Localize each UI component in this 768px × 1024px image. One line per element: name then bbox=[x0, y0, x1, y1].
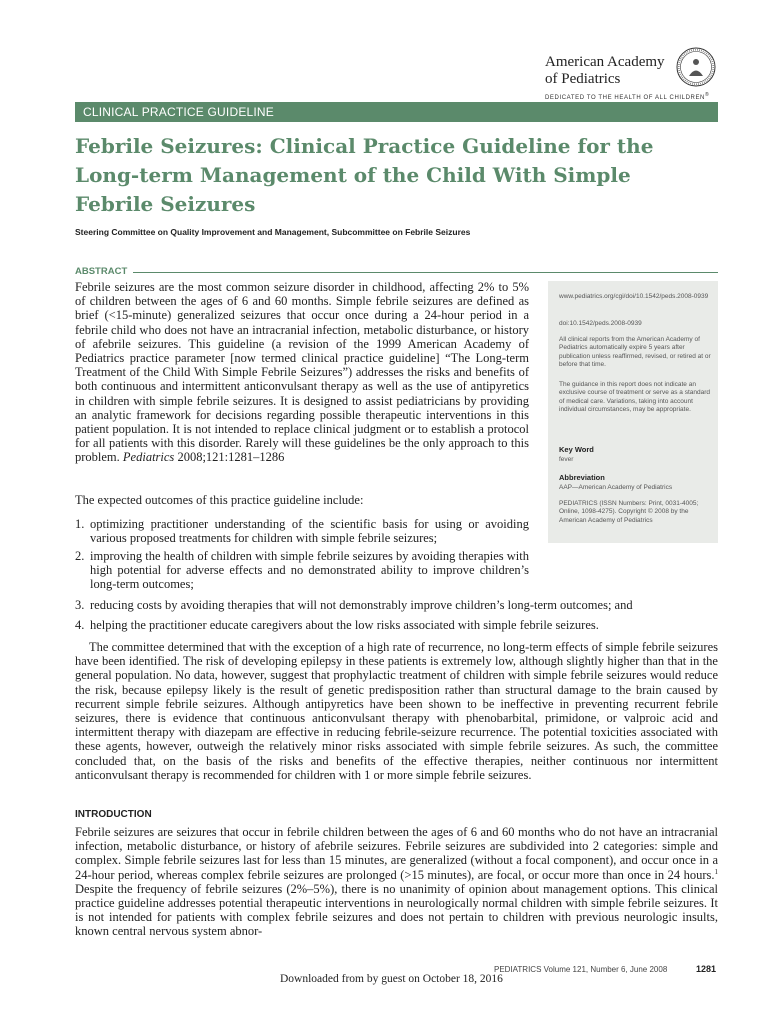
outcomes-intro: The expected outcomes of this practice guideline include: bbox=[75, 493, 364, 507]
citation-journal: Pediatrics bbox=[122, 450, 175, 465]
aap-name-line2: of Pediatrics bbox=[545, 71, 621, 87]
download-notice: Downloaded from by guest on October 18, 2016 bbox=[280, 973, 503, 985]
article-title bbox=[75, 132, 715, 219]
title-line-1: Febrile Seizures: Clinical Practice Guideline for the bbox=[75, 134, 654, 158]
outcome-number: 4. bbox=[75, 618, 85, 632]
abstract-text bbox=[75, 280, 529, 465]
title-line-2: Long-term Management of the Child With Simple bbox=[75, 163, 631, 187]
section-band-label: CLINICAL PRACTICE GUIDELINE bbox=[83, 105, 274, 119]
citation-details: 2008;121:1281–1286 bbox=[177, 450, 285, 465]
sidebar-expiry-note: All clinical reports from the American Academy of Pediatrics automatically expire 5 years after publication unless reaffirmed, revised, or retired at or before that time. bbox=[559, 336, 711, 369]
keyword-value: fever bbox=[559, 456, 574, 463]
intro-text-part2: Despite the frequency of febrile seizures (2%–5%), there is no unanimity of opinion about management options. This clinical practice guideline addresses potential therapeutic interventions in neurologically normal children with simple febrile seizures. It is not intended for patients with complex febrile seizures and does not pertain to children with previous neurologic insults, known central nervous system abnor- bbox=[75, 881, 718, 939]
footer-journal-info: PEDIATRICS Volume 121, Number 6, June 2008 bbox=[494, 965, 668, 974]
sidebar-doi: doi:10.1542/peds.2008-0939 bbox=[559, 320, 642, 327]
outcome-number: 1. bbox=[75, 517, 85, 531]
sidebar-guidance-note: The guidance in this report does not indicate an exclusive course of treatment or serve as a standard of medical care. Variations, taking into account individual circumstances, may be appropriate. bbox=[559, 381, 711, 414]
introduction-paragraph bbox=[75, 825, 718, 939]
aap-tagline-mark: ® bbox=[705, 92, 710, 98]
abbreviation-heading: Abbreviation bbox=[559, 473, 605, 482]
outcome-item bbox=[75, 618, 718, 633]
outcome-number: 2. bbox=[75, 549, 85, 563]
abstract-heading-label: ABSTRACT bbox=[75, 266, 133, 277]
aap-seal-icon bbox=[676, 47, 716, 87]
reference-marker[interactable]: 1 bbox=[714, 867, 718, 876]
outcome-text: helping the practitioner educate caregivers about the low risks associated with simple febrile seizures. bbox=[90, 618, 599, 632]
introduction-heading: INTRODUCTION bbox=[75, 809, 152, 820]
outcome-item bbox=[75, 598, 718, 613]
abstract-heading bbox=[75, 266, 718, 278]
committee-paragraph: The committee determined that with the exception of a high rate of recurrence, no long-term effects of simple febrile seizures have been identified. The risk of developing epilepsy in these patients is extremely low, although slightly higher than that in the general population. No data, however, suggest that prophylactic treatment of children with simple febrile seizures would reduce the risk, because epilepsy likely is the result of genetic predisposition rather than structural damage to the brain caused by recurrent simple febrile seizures. Although antipyretics have been shown to be ineffective in preventing recurrent febrile seizures, there is evidence that continuous anticonvulsant therapy with phenobarbital, primidone, or valproic acid and intermittent therapy with diazepam are effective in reducing febrile-seizure recurrence. The potential toxicities associated with these agents, however, outweigh the relatively minor risks associated with simple febrile seizures. As such, the committee concluded that, on the basis of the risks and benefits of the effective therapies, neither continuous nor intermittent anticonvulsant therapy is recommended for children with 1 or more simple febrile seizures. bbox=[75, 640, 718, 782]
aap-logo-text bbox=[545, 54, 665, 88]
outcome-text: reducing costs by avoiding therapies that will not demonstrably improve children’s long-term outcomes; and bbox=[90, 598, 633, 612]
journal-header bbox=[0, 42, 768, 102]
sidebar-copyright: PEDIATRICS (ISSN Numbers: Print, 0031-4005; Online, 1098-4275). Copyright © 2008 by the American Academy of Pediatrics bbox=[559, 500, 699, 524]
sidebar-url[interactable]: www.pediatrics.org/cgi/doi/10.1542/peds.2008-0939 bbox=[559, 293, 709, 300]
section-band bbox=[75, 102, 718, 122]
abstract-body: Febrile seizures are the most common seizure disorder in childhood, affecting 2% to 5% of children between the ages of 6 and 60 months. Simple febrile seizures are defined as brief (<15-minute) generalized seizures that occur once during a 24-hour period in a febrile child who does not have an intracranial infection, metabolic disturbance, or history of afebrile seizures. This guideline (a revision of the 1999 American Academy of Pediatrics practice parameter [now termed clinical practice guideline] “The Long-term Treatment of the Child With Simple Febrile Seizures”) addresses the risks and benefits of both continuous and intermittent anticonvulsant therapy as well as the use of antipyretics in children with simple febrile seizures. It is designed to assist pediatricians by providing an analytic framework for decisions regarding possible therapeutic interventions in this patient population. It is not intended to replace clinical judgment or to establish a protocol for all patients with this disorder. Rarely will these guidelines be the only approach to this problem. bbox=[75, 280, 529, 465]
outcome-text: improving the health of children with simple febrile seizures by avoiding therapies with high potential for adverse effects and no demonstrated ability to improve children’s long-term outcomes; bbox=[90, 549, 529, 592]
intro-text-part1: Febrile seizures are seizures that occur in febrile children between the ages of 6 and 60 months who do not have an intracranial infection, metabolic disturbance, or history of afebrile seizures. Febrile seizures are subdivided into 2 categories: simple and complex. Simple febrile seizures last for less than 15 minutes, are generalized (without a focal component), and occur once in a 24-hour period, whereas complex febrile seizures are prolonged (>15 minutes), are focal, or occur more than once in 24 hours. bbox=[75, 825, 718, 882]
abbreviation-value: AAP—American Academy of Pediatrics bbox=[559, 484, 673, 491]
page-number: 1281 bbox=[696, 964, 717, 974]
aap-tagline-text: DEDICATED TO THE HEALTH OF ALL CHILDREN bbox=[545, 95, 705, 101]
outcome-text: optimizing practitioner understanding of the scientific basis for using or avoiding various proposed treatments for children with simple febrile seizures; bbox=[90, 517, 529, 546]
keyword-heading: Key Word bbox=[559, 445, 594, 454]
abstract-rule bbox=[75, 272, 718, 273]
aap-name-line1: American Academy bbox=[545, 54, 665, 70]
outcome-item bbox=[75, 549, 529, 592]
aap-tagline bbox=[545, 92, 709, 101]
outcome-item bbox=[75, 517, 529, 546]
authors-line: Steering Committee on Quality Improvement and Management, Subcommittee on Febrile Seizures bbox=[75, 227, 471, 237]
outcome-number: 3. bbox=[75, 598, 85, 612]
title-line-3: Febrile Seizures bbox=[75, 192, 256, 216]
